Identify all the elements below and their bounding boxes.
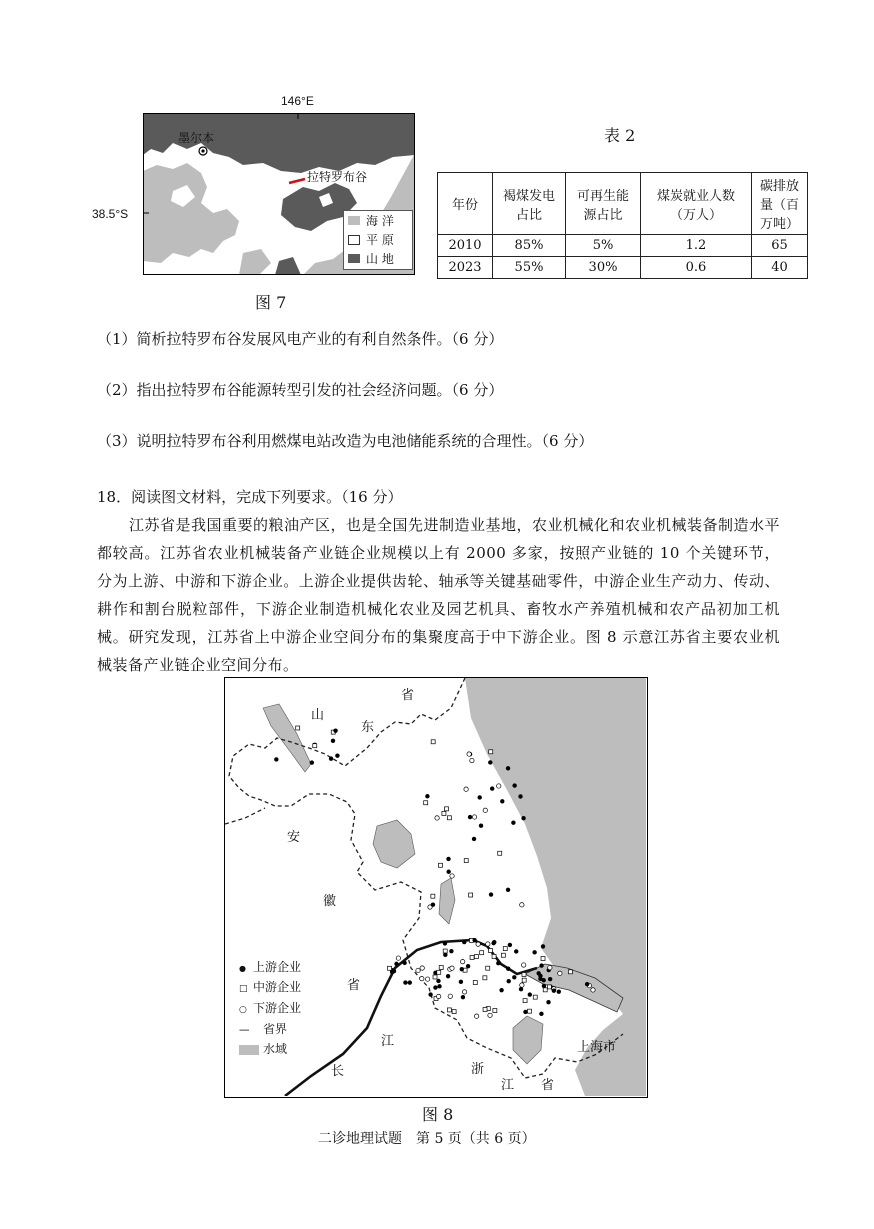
midstream-point: [541, 957, 545, 961]
downstream-point: [591, 988, 595, 992]
upstream-point: [490, 786, 494, 790]
upstream-point: [436, 979, 440, 983]
table-cell: 40: [752, 257, 808, 279]
table-cell: 1.2: [641, 235, 752, 257]
map-label: 江: [501, 1078, 515, 1093]
downstream-point: [474, 1014, 478, 1018]
downstream-point: [467, 752, 471, 756]
upstream-point: [428, 992, 432, 996]
table-cell: 2023: [438, 257, 493, 279]
fig8-sea: [465, 678, 646, 1096]
upstream-point: [585, 982, 589, 986]
upstream-point: [519, 987, 523, 991]
downstream-point: [497, 784, 501, 788]
legend-ocean-swatch: [348, 216, 360, 225]
fig8-lake-gaoyou: [439, 878, 455, 924]
legend-item-midstream: [239, 978, 301, 999]
map-label: 上海市: [577, 1040, 617, 1055]
downstream-point: [488, 1013, 492, 1017]
legend-plain-swatch: [348, 235, 360, 245]
midstream-point: [568, 970, 572, 974]
midstream-point: [523, 999, 527, 1003]
upstream-point: [425, 794, 429, 798]
midstream-point: [313, 744, 317, 748]
downstream-point: [436, 994, 440, 998]
map-label: 徽: [323, 894, 337, 909]
table-cell: 85%: [493, 235, 566, 257]
upstream-point: [437, 984, 441, 988]
upstream-point: [449, 949, 453, 953]
legend-item-upstream: [239, 958, 301, 978]
upstream-point: [433, 985, 437, 989]
table-cell: 65: [752, 235, 808, 257]
midstream-point: [464, 859, 468, 863]
downstream-point: [520, 983, 524, 987]
upstream-point: [552, 989, 556, 993]
upstream-point: [499, 988, 503, 992]
upstream-point: [446, 870, 450, 874]
table-row: [438, 257, 808, 279]
legend-symbol: ○: [239, 1005, 247, 1015]
upstream-point: [274, 757, 278, 761]
upstream-point: [460, 967, 464, 971]
midstream-point: [473, 981, 477, 985]
upstream-point: [500, 799, 504, 803]
fig8-lake-weishan: [263, 704, 311, 772]
fig8-lake-taihu: [513, 1016, 543, 1064]
upstream-point: [403, 980, 407, 984]
upstream-point: [431, 903, 435, 907]
question-3: （3）说明拉特罗布谷利用燃煤电站改造为电池储能系统的合理性。（6 分）: [97, 432, 594, 450]
midstream-point: [442, 811, 446, 815]
upstream-point: [310, 760, 314, 764]
legend-item-downstream: [239, 999, 301, 1020]
downstream-point: [425, 977, 429, 981]
question-18-heading: 18．阅读图文材料，完成下列要求。（16 分）: [97, 488, 403, 506]
midstream-point: [447, 1008, 451, 1012]
upstream-point: [478, 795, 482, 799]
midstream-point: [443, 949, 447, 953]
map-label: 山: [311, 708, 325, 723]
fig8-frame: [224, 677, 648, 1098]
fig7-lat-label: 38.5°S: [92, 207, 129, 221]
map-label: 安: [287, 830, 301, 845]
legend-mountain-swatch: [348, 254, 360, 263]
midstream-point: [470, 955, 474, 959]
upstream-point: [468, 815, 472, 819]
downstream-point: [416, 968, 420, 972]
upstream-point: [518, 794, 522, 798]
downstream-point: [396, 956, 400, 960]
question-2: （2）指出拉特罗布谷能源转型引发的社会经济问题。（6 分）: [97, 381, 504, 399]
table-cell: 2010: [438, 235, 493, 257]
downstream-point: [435, 816, 439, 820]
table-header-row: [438, 173, 808, 235]
upstream-point: [548, 977, 552, 981]
downstream-point: [521, 963, 525, 967]
midstream-point: [474, 955, 478, 959]
legend-label: 中游企业: [253, 980, 302, 994]
midstream-point: [492, 954, 496, 958]
upstream-point: [446, 857, 450, 861]
legend-plain-label: 平 原: [366, 233, 394, 247]
legend-label: 水域: [263, 1042, 288, 1056]
upstream-point: [506, 766, 510, 770]
upstream-point: [508, 943, 512, 947]
downstream-point: [464, 787, 468, 791]
downstream-point: [558, 971, 562, 975]
midstream-point: [493, 1009, 497, 1013]
downstream-point: [486, 942, 490, 946]
upstream-point: [488, 760, 492, 764]
midstream-point: [522, 972, 526, 976]
upstream-point: [512, 975, 516, 979]
downstream-point: [548, 965, 552, 969]
downstream-point: [476, 942, 480, 946]
midstream-point: [445, 807, 449, 811]
legend-label: 下游企业: [253, 1001, 302, 1015]
legend-label: 省界: [263, 1022, 288, 1036]
table-header-cell: 褐煤发电占比: [493, 173, 566, 235]
upstream-point: [443, 941, 447, 945]
fig7-city-label: 墨尔本: [178, 131, 215, 145]
page-footer: 二诊地理试题 第 5 页（共 6 页）: [318, 1131, 536, 1147]
legend-ocean-label: 海 洋: [366, 214, 394, 228]
midstream-point: [438, 863, 442, 867]
upstream-point: [479, 824, 483, 828]
table-header-cell: 碳排放量（百万吨）: [752, 173, 808, 235]
upstream-point: [532, 950, 536, 954]
upstream-point: [542, 984, 546, 988]
table-cell: 30%: [566, 257, 641, 279]
midstream-point: [388, 966, 392, 970]
upstream-point: [539, 1012, 543, 1016]
legend-symbol: □: [239, 984, 248, 994]
upstream-point: [462, 940, 466, 944]
upstream-point: [557, 989, 561, 993]
upstream-point: [512, 783, 516, 787]
upstream-point: [541, 944, 545, 948]
midstream-point: [433, 975, 437, 979]
midstream-point: [439, 966, 443, 970]
table-cell: 55%: [493, 257, 566, 279]
table-cell: 0.6: [641, 257, 752, 279]
upstream-point: [546, 1000, 550, 1004]
fig7-lon-label: 146°E: [281, 94, 314, 108]
midstream-point: [498, 851, 502, 855]
upstream-point: [528, 992, 532, 996]
midstream-point: [503, 947, 507, 951]
fig7-valley-label: 拉特罗布谷: [307, 170, 368, 184]
downstream-point: [520, 903, 524, 907]
legend-label: 上游企业: [253, 960, 302, 974]
upstream-point: [408, 980, 412, 984]
midstream-point: [489, 750, 493, 754]
midstream-point: [489, 949, 493, 953]
upstream-point: [511, 821, 515, 825]
legend-item-water: [239, 1040, 301, 1059]
fig7-legend: [343, 210, 413, 270]
upstream-point: [489, 892, 493, 896]
upstream-point: [514, 949, 518, 953]
map-label: 江: [381, 1034, 395, 1049]
table-row: [438, 235, 808, 257]
midstream-point: [533, 995, 537, 999]
upstream-point: [443, 953, 447, 957]
fig8-legend: [239, 958, 301, 1059]
map-label: 浙: [471, 1062, 485, 1077]
downstream-point: [420, 976, 424, 980]
midstream-point: [547, 985, 551, 989]
upstream-point: [538, 977, 542, 981]
fig7-caption: 图 7: [255, 293, 287, 312]
upstream-point: [402, 961, 406, 965]
midstream-point: [483, 1008, 487, 1012]
fig8-lake-hongze: [373, 820, 415, 868]
downstream-point: [450, 874, 454, 878]
midstream-point: [296, 726, 300, 730]
midstream-point: [483, 976, 487, 980]
map-label: 省: [347, 978, 361, 993]
upstream-point: [506, 967, 510, 971]
midstream-point: [522, 978, 526, 982]
upstream-point: [472, 938, 476, 942]
legend-symbol: ●: [239, 964, 246, 973]
table2: [437, 172, 808, 279]
downstream-point: [450, 966, 454, 970]
midstream-point: [447, 816, 451, 820]
downstream-point: [483, 808, 487, 812]
midstream-point: [480, 951, 484, 955]
upstream-point: [491, 941, 495, 945]
legend-symbol: ----: [239, 1025, 249, 1036]
downstream-point: [462, 990, 466, 994]
table-header-cell: 年份: [438, 173, 493, 235]
upstream-point: [333, 728, 337, 732]
upstream-point: [459, 980, 463, 984]
downstream-point: [448, 994, 452, 998]
downstream-point: [460, 959, 464, 963]
upstream-point: [461, 995, 465, 999]
upstream-point: [392, 969, 396, 973]
table-header-cell: 可再生能源占比: [566, 173, 641, 235]
legend-item-border: [239, 1020, 301, 1040]
map-label: 东: [361, 720, 375, 735]
upstream-point: [335, 754, 339, 758]
downstream-point: [420, 966, 424, 970]
table-header-cell: 煤炭就业人数（万人）: [641, 173, 752, 235]
upstream-point: [329, 756, 333, 760]
midstream-point: [431, 894, 435, 898]
map-label: 省: [401, 688, 415, 703]
upstream-point: [496, 961, 500, 965]
upstream-point: [472, 837, 476, 841]
midstream-point: [486, 966, 490, 970]
midstream-point: [437, 970, 441, 974]
upstream-point: [523, 1010, 527, 1014]
question-18-body: 江苏省是我国重要的粮油产区，也是全国先进制造业基地，农业机械化和农业机械装备制造水平都较高。江苏省农业机械装备产业链企业规模以上有 2000 多家，按照产业链的 10 个关键环节，分为上游、中游和下游企业。上游企业提供齿轮、轴承等关键基础零件，中游企业生产动力、传动、耕作和割台脱粒部件，下游企业制造机械化农业及园艺机具、畜牧水产养殖机械和农产品初加工机械。研究发现，江苏省上中游企业空间分布的集聚度高于中下游企业。图 8 示意江苏省主要农业机械装备产业链企业空间分布。: [97, 516, 781, 674]
table2-title: 表 2: [604, 126, 636, 145]
midstream-point: [424, 801, 428, 805]
upstream-point: [446, 974, 450, 978]
upstream-point: [506, 888, 510, 892]
question-1: （1）简析拉特罗布谷发展风电产业的有利自然条件。（6 分）: [97, 330, 504, 348]
upstream-point: [394, 962, 398, 966]
downstream-point: [470, 758, 474, 762]
midstream-point: [501, 953, 505, 957]
table-cell: 5%: [566, 235, 641, 257]
legend-symbol-water: [239, 1045, 259, 1055]
midstream-point: [543, 988, 547, 992]
upstream-point: [331, 739, 335, 743]
upstream-point: [466, 964, 470, 968]
midstream-point: [431, 740, 435, 744]
midstream-point: [452, 1010, 456, 1014]
legend-mountain-label: 山 地: [366, 252, 394, 266]
map-label: 长: [331, 1064, 345, 1079]
fig8-caption: 图 8: [422, 1105, 454, 1124]
downstream-point: [472, 815, 476, 819]
upstream-point: [521, 816, 525, 820]
upstream-point: [507, 979, 511, 983]
map-label: 省: [541, 1078, 555, 1093]
midstream-point: [469, 893, 473, 897]
upstream-point: [539, 963, 543, 967]
midstream-point: [527, 1009, 531, 1013]
